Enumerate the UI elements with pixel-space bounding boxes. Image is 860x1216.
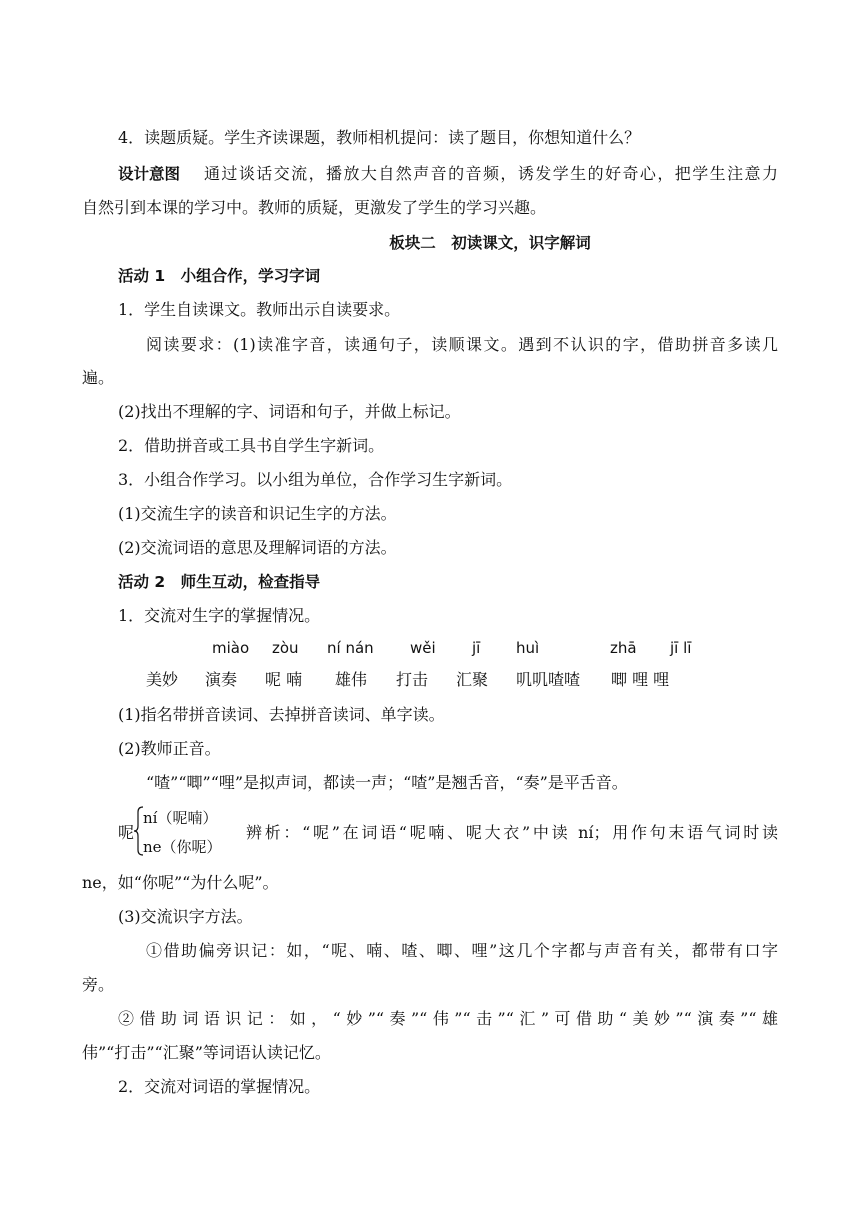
discrimination-text: 辨析：“呢”在词语“呢喃、呢大衣”中读 ní；用作句末语气词时读 — [246, 823, 778, 842]
reading-requirements: 阅读要求：(1)读准字音，读通句子，读顺课文。遇到不认识的字，借助拼音多读几 — [146, 335, 778, 354]
method-1-text: ①借助偏旁识记：如，“呢、喃、喳、唧、哩”这几个字都与声音有关，都带有口字 — [146, 941, 778, 960]
activity-1-step-3-1: (1)交流生字的读音和识记生字的方法。 — [118, 504, 397, 523]
activity-2-step-1: 1．交流对生字的掌握情况。 — [118, 606, 321, 625]
activity-1-step-3: 3．小组合作学习。以小组为单位，合作学习生字新词。 — [118, 470, 513, 489]
pinyin-label: ní nán — [327, 639, 374, 657]
pinyin-label: wěi — [410, 639, 436, 657]
pronunciation-ne: ne（你呢） — [143, 838, 222, 856]
pinyin-label: jī lī — [670, 639, 692, 657]
step-4-text: 4．读题质疑。学生齐读课题，教师相机提问：读了题目，你想知道什么？ — [118, 128, 641, 147]
vocab-word: 雄伟 — [335, 670, 368, 689]
activity-2-step-1-3: (3)交流识字方法。 — [118, 907, 253, 926]
reading-requirements-cont: 遍。 — [82, 368, 115, 387]
vocab-word: 演奏 — [205, 670, 238, 689]
activity-1-step-3-2: (2)交流词语的意思及理解词语的方法。 — [118, 538, 397, 557]
design-intent-label: 设计意图 — [118, 165, 181, 183]
polyphone-char: 呢 — [118, 823, 135, 842]
pinyin-label: zòu — [272, 639, 299, 657]
activity-1-step-2: 2．借助拼音或工具书自学生字新词。 — [118, 436, 385, 455]
discrimination-text-cont: ne，如“你呢”“为什么呢”。 — [82, 873, 279, 892]
vocab-word: 呢 喃 — [265, 670, 303, 689]
design-intent-text: 通过谈话交流，播放大自然声音的音频，诱发学生的好奇心，把学生注意力 — [204, 164, 778, 183]
pinyin-label: huì — [516, 639, 540, 657]
method-2-text-cont: 伟”“打击”“汇聚”等词语认读记忆。 — [82, 1043, 331, 1062]
vocab-word: 美妙 — [146, 670, 179, 689]
section-title: 板块二 初读课文，识字解词 — [389, 234, 591, 252]
vocab-word: 汇聚 — [456, 670, 489, 689]
activity-1-heading: 活动 1 小组合作，学习字词 — [118, 267, 321, 285]
activity-2-heading: 活动 2 师生互动，检查指导 — [118, 573, 321, 591]
activity-1-step-1: 1．学生自读课文。教师出示自读要求。 — [118, 300, 401, 319]
pinyin-label: miào — [212, 639, 250, 657]
pinyin-label: zhā — [610, 639, 637, 657]
activity-2-step-1-2: (2)教师正音。 — [118, 739, 221, 758]
pronunciation-ni: ní（呢喃） — [143, 809, 218, 827]
method-1-text-cont: 旁。 — [82, 975, 115, 994]
design-intent-text-cont: 自然引到本课的学习中。教师的质疑，更激发了学生的学习兴趣。 — [82, 198, 547, 217]
pronunciation-note: “喳”“唧”“哩”是拟声词，都读一声；“喳”是翘舌音，“奏”是平舌音。 — [146, 773, 628, 792]
activity-2-step-1-1: (1)指名带拼音读词、去掉拼音读词、单字读。 — [118, 705, 445, 724]
vocab-word: 唧 哩 哩 — [611, 670, 670, 689]
vocab-word: 打击 — [396, 670, 429, 689]
requirement-2: (2)找出不理解的字、词语和句子，并做上标记。 — [118, 402, 461, 421]
method-2-text: ②借助词语识记：如，“妙”“奏”“伟”“击”“汇”可借助“美妙”“演奏”“雄 — [118, 1009, 778, 1028]
pinyin-label: jī — [472, 639, 481, 657]
vocab-word: 叽叽喳喳 — [516, 670, 581, 689]
activity-2-step-2: 2．交流对词语的掌握情况。 — [118, 1077, 321, 1096]
